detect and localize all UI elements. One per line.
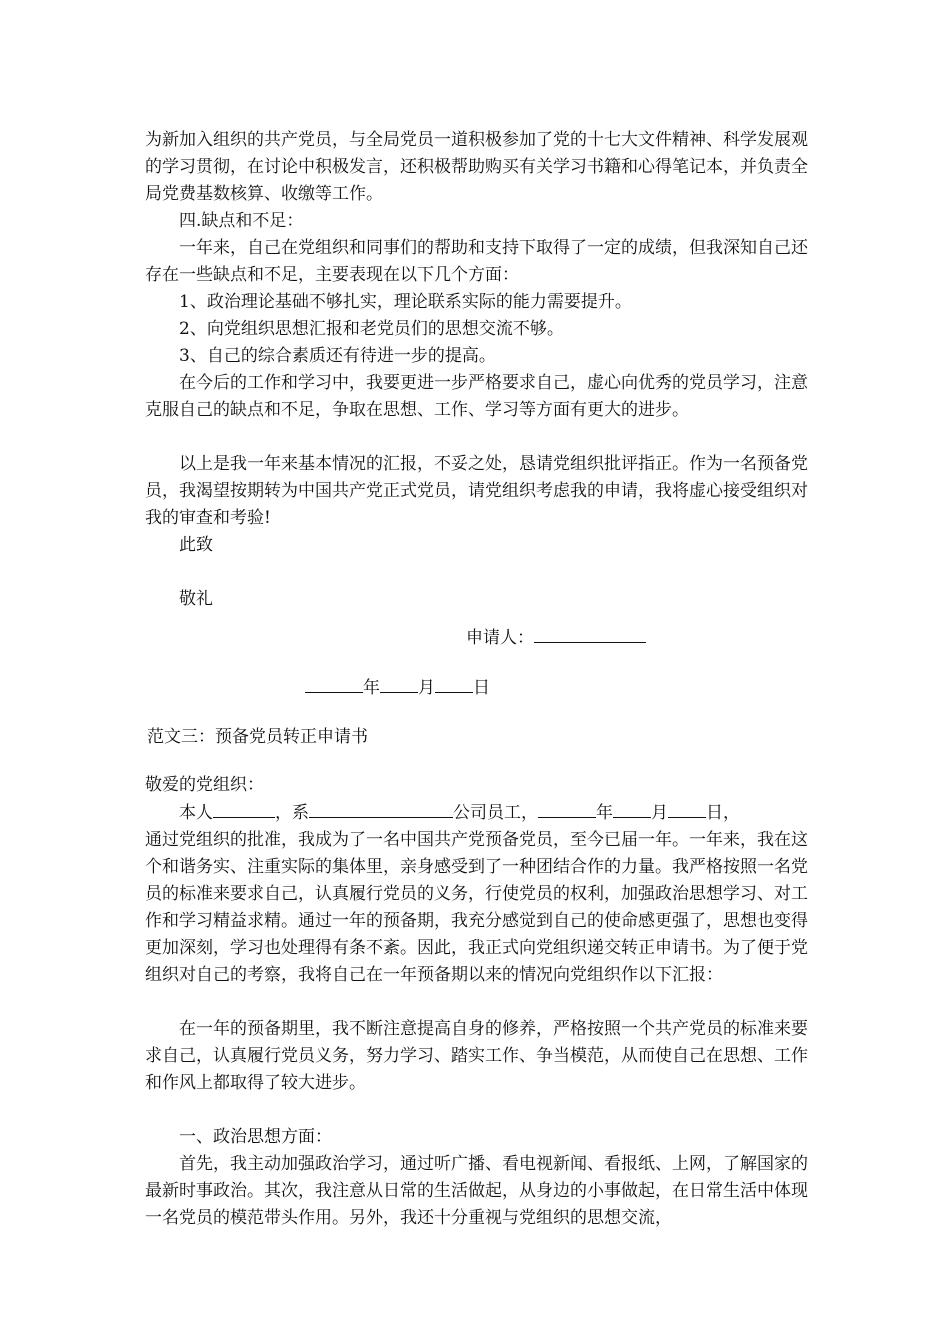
shortcomings-intro: 一年来，自己在党组织和同事们的帮助和支持下取得了一定的成绩，但我深知自己还存在一些缺点和不足，主要表现在以下几个方面：: [145, 238, 808, 285]
intro-fill-line: [145, 799, 815, 827]
month-label: 月: [418, 678, 435, 698]
blank-line: [145, 989, 815, 1016]
blank-line: [145, 1097, 815, 1124]
intro-month-blank: [613, 799, 651, 818]
month-blank: [380, 674, 418, 693]
jingli-text: 敬礼: [179, 589, 213, 609]
paragraph-continued: 为新加入组织的共产党员，与全局党员一道积极参加了党的十七大文件精神、科学发展观的学习贯彻，在讨论中积极发言，还积极帮助购买有关学习书籍和心得笔记本，并负责全局党费基数核算、收缴等工作。: [145, 130, 808, 204]
probation-summary-paragraph: 在一年的预备期里，我不断注意提高自身的修养，严格按照一个共产党员的标准来要求自己，认真履行党员义务，努力学习、踏实工作、争当模范，从而使自己在思想、工作和作风上都取得了较大进步。: [145, 1019, 808, 1093]
signature-date-line: [305, 674, 490, 702]
applicant-label: 申请人：: [466, 628, 534, 648]
intro-text-2: ，系: [275, 803, 309, 823]
political-paragraph: 首先，我主动加强政治学习，通过听广播、看电视新闻、看报纸、上网，了解国家的最新时事政治。其次，我注意从日常的生活做起，从身边的小事做起，在日常生活中体现一名党员的模范带头作用。另外，我还十分重视与党组织的思想交流，: [145, 1154, 808, 1228]
day-blank: [435, 674, 473, 693]
cizhi-text: 此致: [179, 535, 213, 555]
intro-text-1: 本人: [179, 803, 213, 823]
shortcoming-item-3: 3、自己的综合素质还有待进一步的提高。: [179, 346, 496, 366]
intro-paragraph-rest: 通过党组织的批准，我成为了一名中国共产党预备党员，至今已届一年。一年来，我在这个和谐务实、注重实际的集体里，亲身感受到了一种团结合作的力量。我严格按照一名党员的标准来要求自己，认真履行党员的义务，行使党员的权利，加强政治思想学习、对工作和学习精益求精。通过一年的预备期，我充分感觉到自己的使命感更强了，思想也变得更加深刻，学习也处理得有条不紊。因此，我正式向党组织递交转正申请书。为了便于党组织对自己的考察，我将自己在一年预备期以来的情况向党组织作以下汇报：: [145, 830, 808, 985]
sample-heading: 范文三：预备党员转正申请书: [147, 727, 368, 747]
intro-month-label: 月: [651, 803, 668, 823]
section-title-shortcomings: 四.缺点和不足：: [179, 211, 304, 231]
intro-day-label: 日，: [706, 803, 740, 823]
blank-line: [145, 559, 815, 586]
intro-text-3: 公司员工，: [453, 803, 538, 823]
day-label: 日: [473, 678, 490, 698]
name-blank: [213, 799, 275, 818]
intro-day-blank: [668, 799, 706, 818]
company-blank: [309, 799, 453, 818]
application-letter-section: [145, 772, 815, 1232]
report-tail-section: [145, 127, 815, 613]
intro-year-label: 年: [596, 803, 613, 823]
section-title-political: 一、政治思想方面：: [179, 1127, 332, 1147]
shortcoming-item-2: 2、向党组织思想汇报和老党员们的思想交流不够。: [179, 319, 564, 339]
closing-paragraph: 以上是我一年来基本情况的汇报，不妥之处，恳请党组织批评指正。作为一名预备党员，我渴望按期转为中国共产党正式党员，请党组织考虑我的申请，我将虚心接受组织对我的审查和考验!: [145, 454, 808, 528]
future-plan-paragraph: 在今后的工作和学习中，我要更进一步严格要求自己，虚心向优秀的党员学习，注意克服自己的缺点和不足，争取在思想、工作、学习等方面有更大的进步。: [145, 373, 808, 420]
shortcoming-item-1: 1、政治理论基础不够扎实，理论联系实际的能力需要提升。: [179, 292, 632, 312]
year-blank: [305, 674, 363, 693]
intro-year-blank: [538, 799, 596, 818]
year-label: 年: [363, 678, 380, 698]
applicant-signature-line: [466, 624, 646, 652]
applicant-name-blank: [534, 624, 646, 643]
salutation: 敬爱的党组织：: [145, 775, 264, 795]
blank-line: [145, 424, 815, 451]
